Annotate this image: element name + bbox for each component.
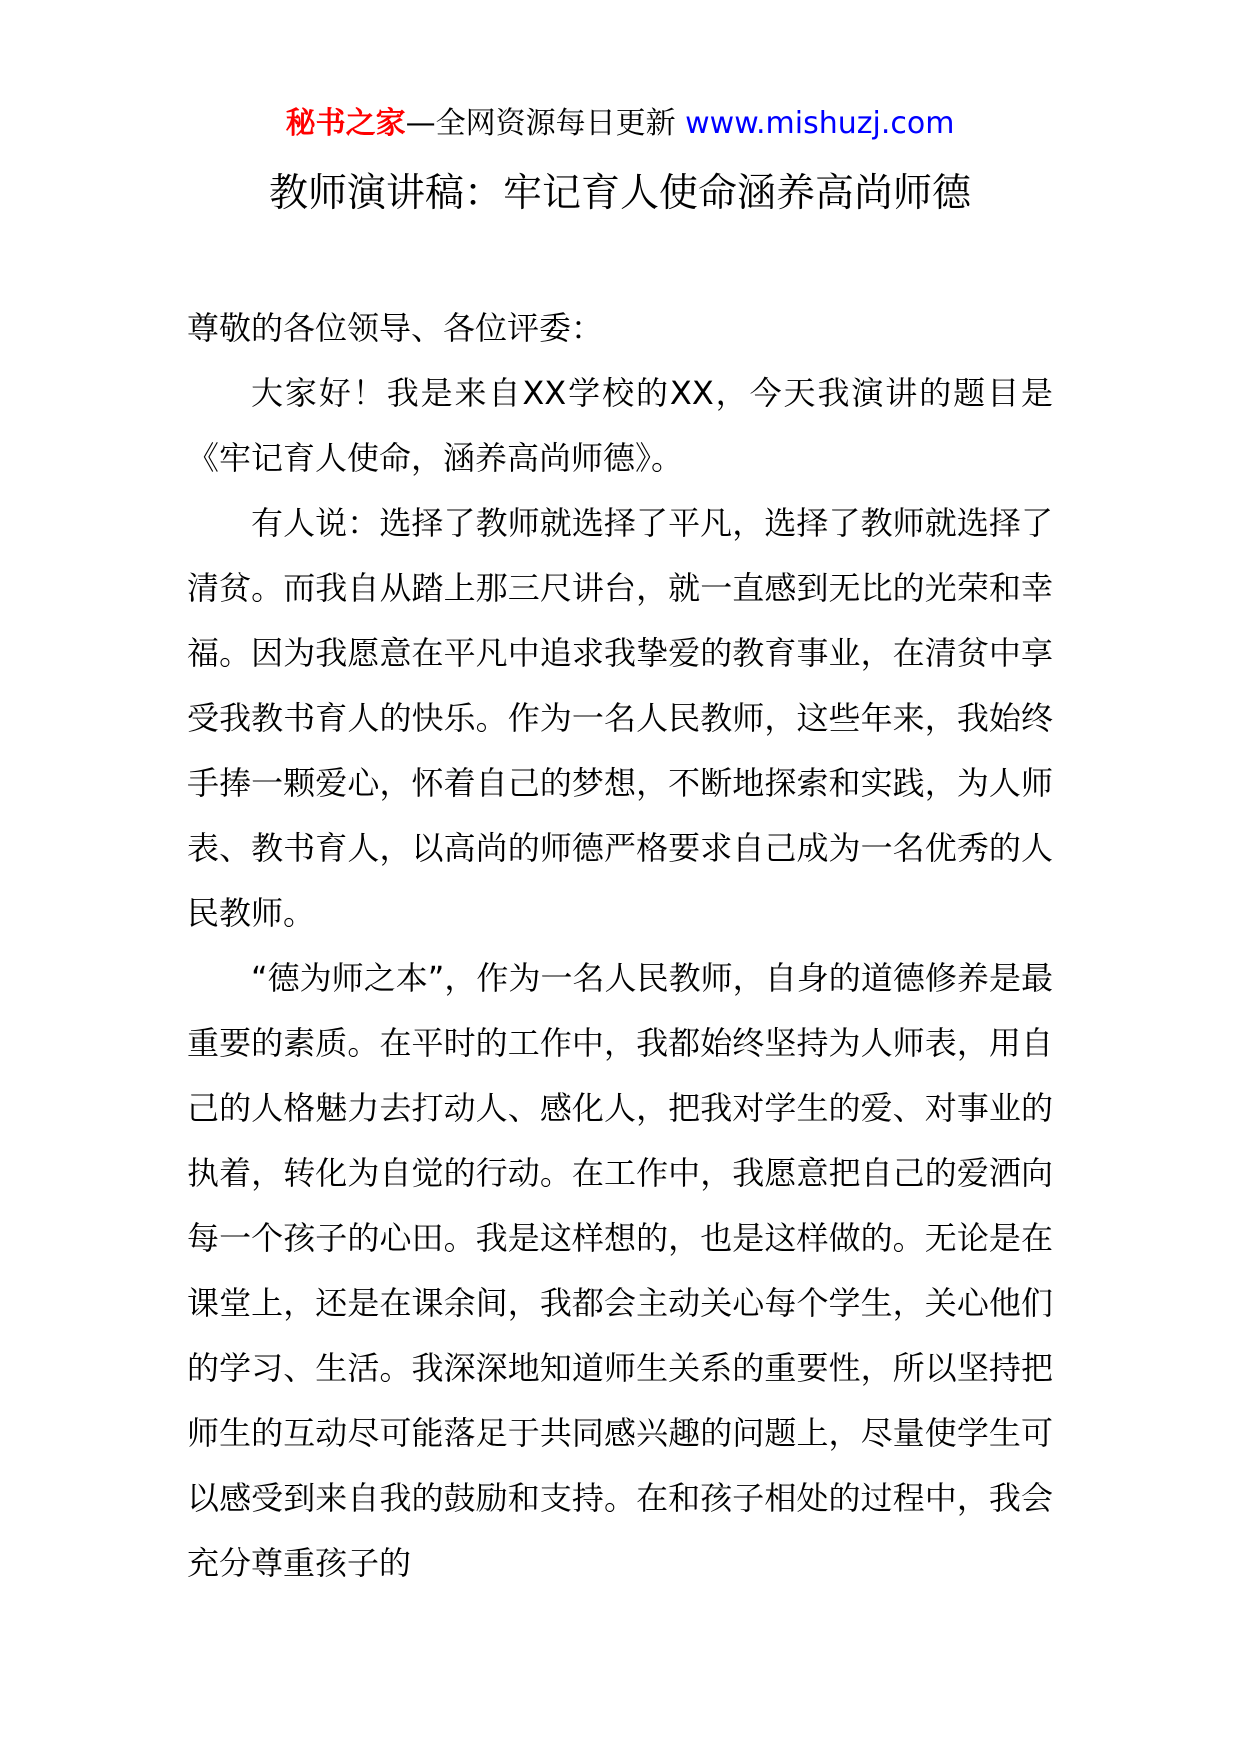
site-url-link[interactable]: www.mishuzj.com xyxy=(685,106,955,141)
site-header xyxy=(0,104,1240,144)
paragraph-3: “德为师之本”，作为一名人民教师，自身的道德修养是最重要的素质。在平时的工作中，我都始终坚持为人师表，用自己的人格魅力去打动人、感化人，把我对学生的爱、对事业的执着，转化为自觉的行动。在工作中，我愿意把自己的爱洒向每一个孩子的心田。我是这样想的，也是这样做的。无论是在课堂上，还是在课余间，我都会主动关心每个学生，关心他们的学习、生活。我深深地知道师生关系的重要性，所以坚持把师生的互动尽可能落足于共同感兴趣的问题上，尽量使学生可以感受到来自我的鼓励和支持。在和孩子相处的过程中，我会充分尊重孩子的 xyxy=(187,959,1053,1582)
site-tagline: —全网资源每日更新 xyxy=(405,106,676,141)
site-brand: 秘书之家 xyxy=(285,106,406,141)
salutation: 尊敬的各位领导、各位评委： xyxy=(187,309,604,347)
paragraph-2: 有人说：选择了教师就选择了平凡，选择了教师就选择了清贫。而我自从踏上那三尺讲台，就一直感到无比的光荣和幸福。因为我愿意在平凡中追求我挚爱的教育事业，在清贫中享受我教书育人的快乐。作为一名人民教师，这些年来，我始终手捧一颗爱心，怀着自己的梦想，不断地探索和实践，为人师表、教书育人，以高尚的师德严格要求自己成为一名优秀的人民教师。 xyxy=(187,504,1053,932)
paragraph-1: 大家好！我是来自XX学校的XX，今天我演讲的题目是《牢记育人使命，涵养高尚师德》。 xyxy=(187,374,1053,477)
document-title: 教师演讲稿：牢记育人使命涵养高尚师德 xyxy=(268,171,971,216)
document-body xyxy=(187,296,1053,1596)
